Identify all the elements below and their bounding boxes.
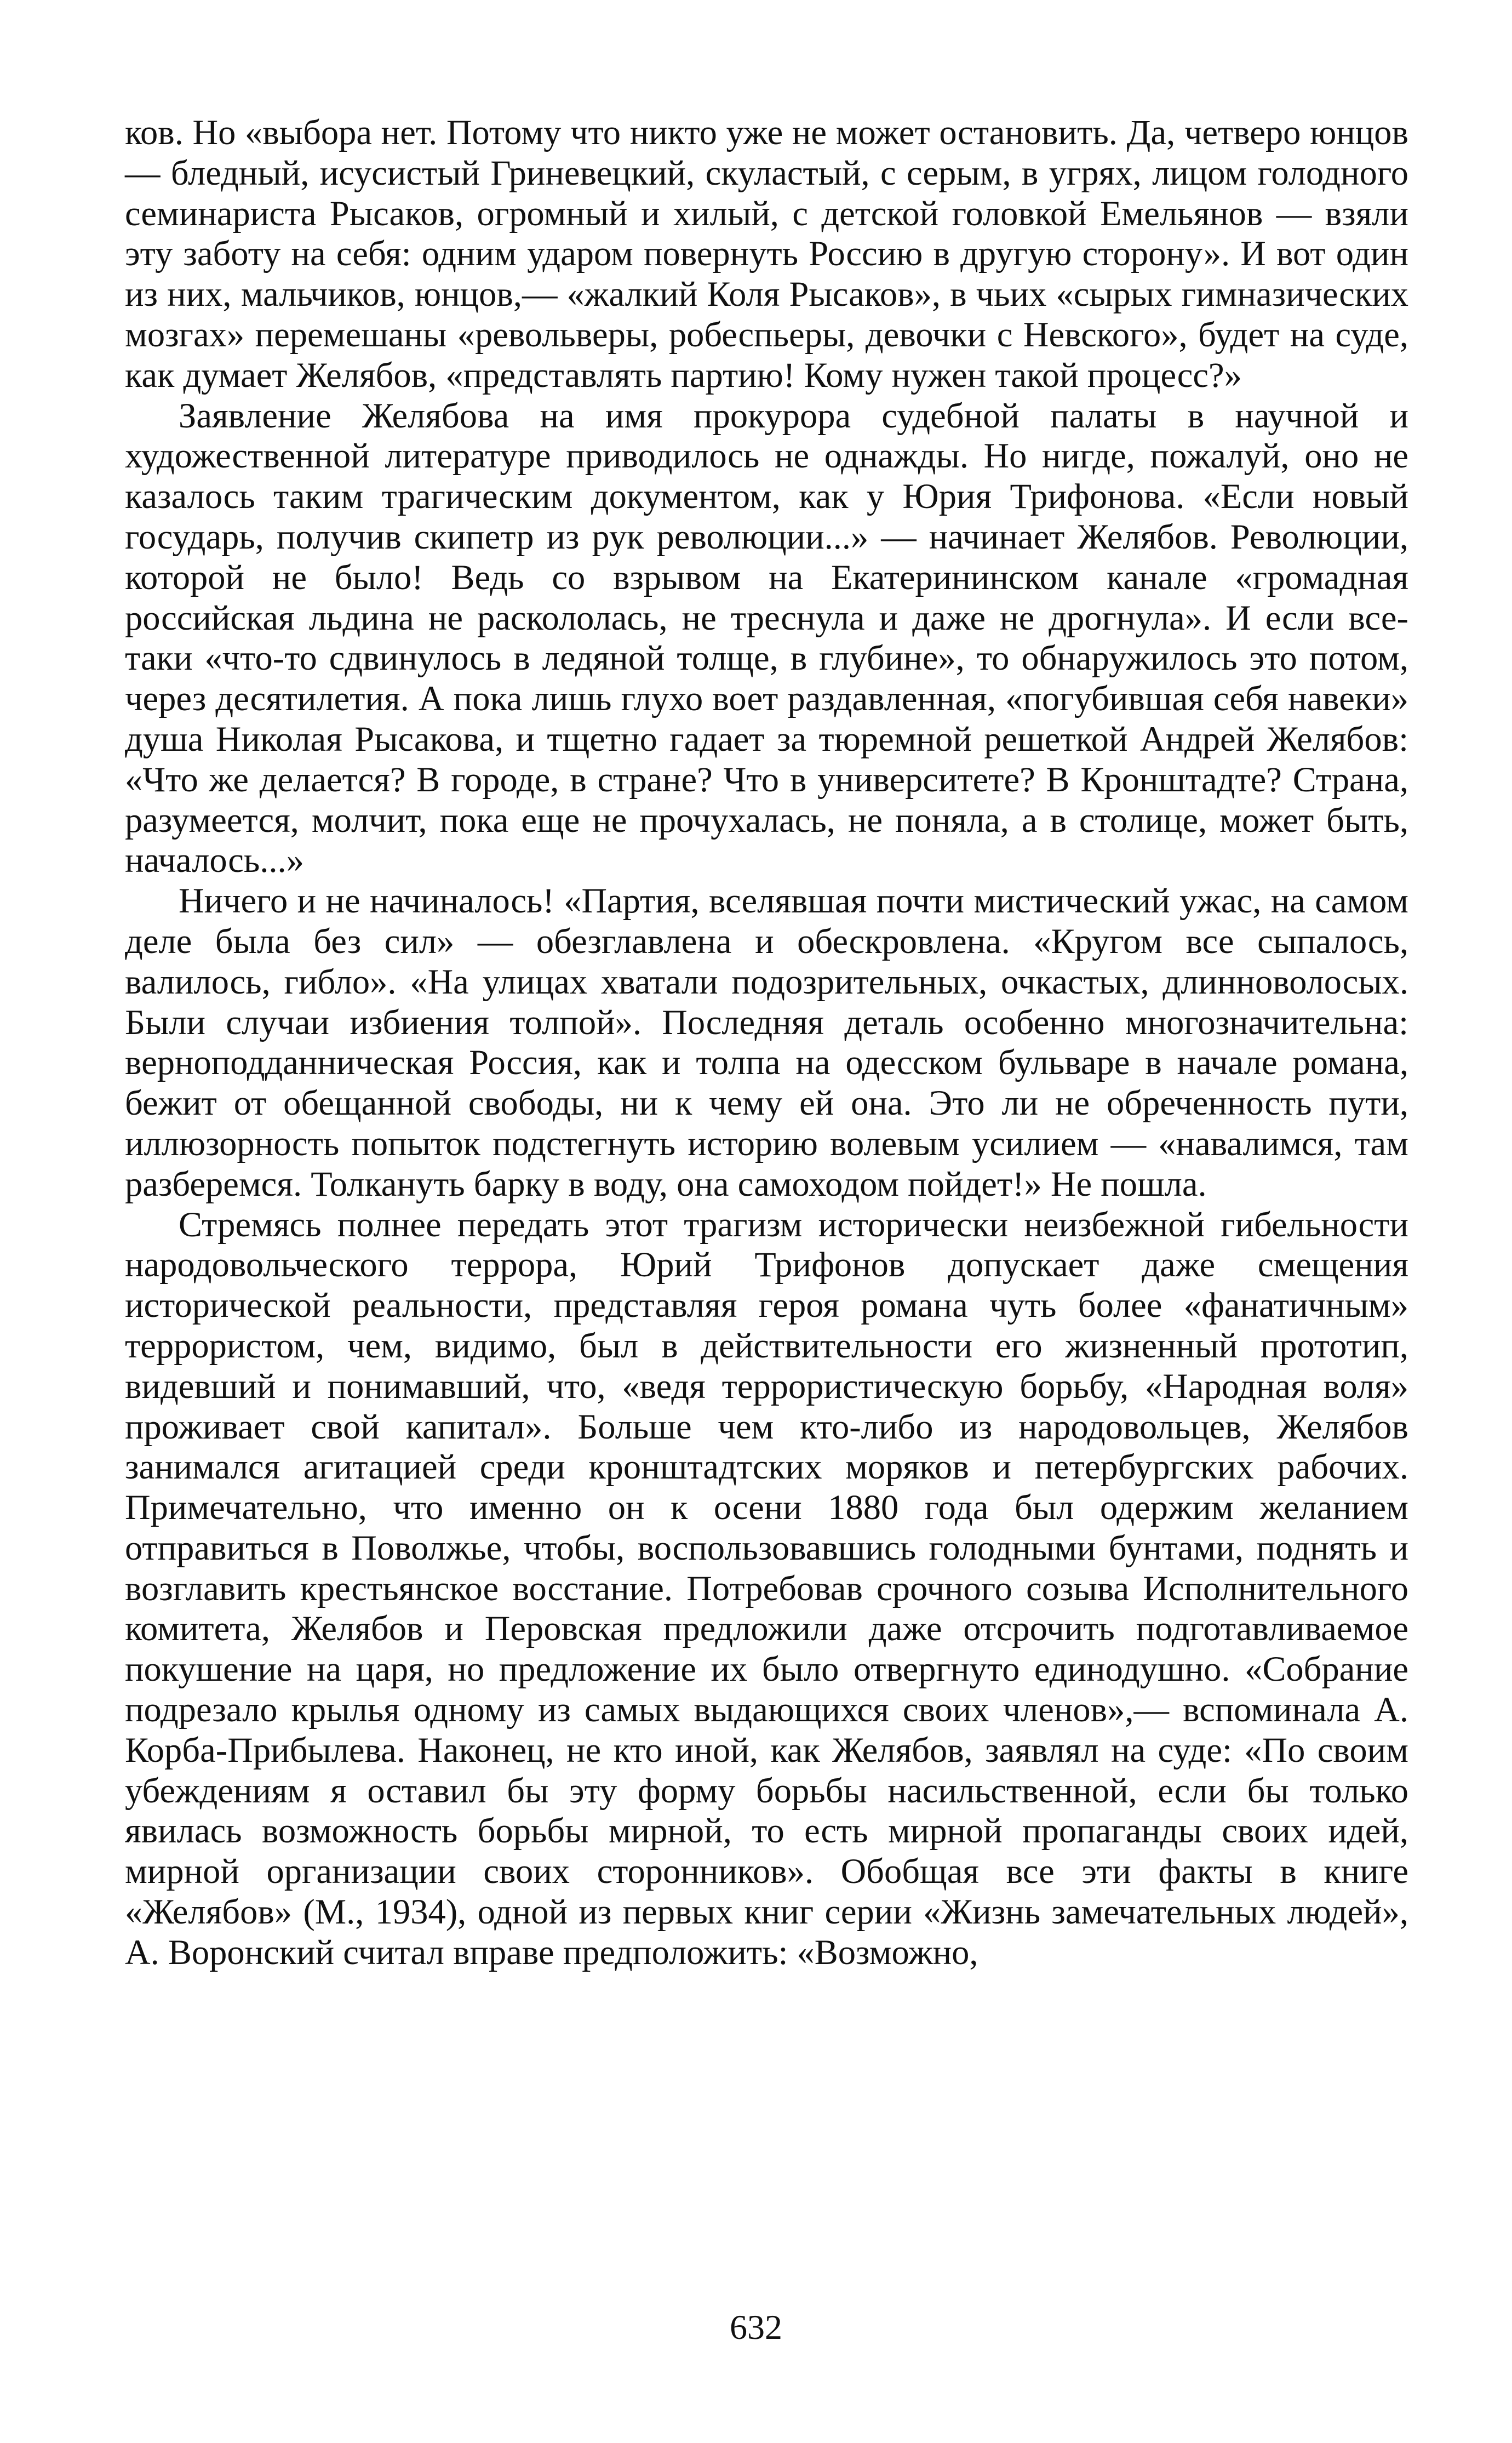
paragraph-4: Стремясь полнее передать этот трагизм исторически неизбежной гибельности народовольческого террора, Юрий Трифонов допускает даже смещения исторической реальности, представляя героя романа чуть более «фанатичным» террористом, чем, видимо, был в действительности его жизненный прототип, видевший и понимавший, что, «ведя террористическую борьбу, «Народная воля» проживает свой капитал». Больше чем кто-либо из народовольцев, Желябов занимался агитацией среди кронштадтских моряков и петербургских рабочих. Примечательно, что именно он к осени 1880 года был одержим желанием отправиться в Поволжье, чтобы, воспользовавшись голодными бунтами, поднять и возглавить крестьянское восстание. Потребовав срочного созыва Исполнительного комитета, Желябов и Перовская предложили даже отсрочить подготавливаемое покушение на царя, но предложение их было отвергнуто единодушно. «Собрание подрезало крылья одному из самых выдающихся своих членов»,— вспоминала А. Корба-Прибылева. Наконец, не кто иной, как Желябов, заявлял на суде: «По своим убеждениям я оставил бы эту форму борьбы насильственной, если бы только явилась возможность борьбы мирной, то есть мирной пропаганды своих идей, мирной организации своих сторонников». Обобщая все эти факты в книге «Желябов» (М., 1934), одной из первых книг серии «Жизнь замечательных людей», А. Воронский считал вправе предположить: «Возможно, xyxy=(125,1205,1408,1972)
page-body xyxy=(125,112,1408,1973)
paragraph-1: ков. Но «выбора нет. Потому что никто уже не может остановить. Да, четверо юнцов — бледный, исусистый Гриневецкий, скуластый, с серым, в угрях, лицом голодного семинариста Рысаков, огромный и хилый, с детской головкой Емельянов — взяли эту заботу на себя: одним ударом повернуть Россию в другую сторону». И вот один из них, мальчиков, юнцов,— «жалкий Коля Рысаков», в чьих «сырых гимназических мозгах» перемешаны «револьверы, робеспьеры, девочки с Невского», будет на суде, как думает Желябов, «представлять партию! Кому нужен такой процесс?» xyxy=(125,113,1408,395)
paragraph-2: Заявление Желябова на имя прокурора судебной палаты в научной и художественной литературе приводилось не однажды. Но нигде, пожалуй, оно не казалось таким трагическим документом, как у Юрия Трифонова. «Если новый государь, получив скипетр из рук революции...» — начинает Желябов. Революции, которой не было! Ведь со взрывом на Екатерининском канале «громадная российская льдина не раскололась, не треснула и даже не дрогнула». И если все-таки «что-то сдвинулось в ледяной толще, в глубине», то обнаружилось это потом, через десятилетия. А пока лишь глухо воет раздавленная, «погубившая себя навеки» душа Николая Рысакова, и тщетно гадает за тюремной решеткой Андрей Желябов: «Что же делается? В городе, в стране? Что в университете? В Кронштадте? Страна, разумеется, молчит, пока еще не прочухалась, не поняла, а в столице, может быть, началось...» xyxy=(125,396,1408,880)
page-number: 632 xyxy=(730,2308,782,2347)
paragraph-3: Ничего и не начиналось! «Партия, вселявшая почти мистический ужас, на самом деле была без сил» — обезглавлена и обескровлена. «Кругом все сыпалось, валилось, гибло». «На улицах хватали подозрительных, очкастых, длинноволосых. Были случаи избиения толпой». Последняя деталь особенно многозначительна: верноподданническая Россия, как и толпа на одесском бульваре в начале романа, бежит от обещанной свободы, ни к чему ей она. Это ли не обреченность пути, иллюзорность попыток подстегнуть историю волевым усилием — «навалимся, там разберемся. Толкануть барку в воду, она самоходом пойдет!» Не пошла. xyxy=(125,881,1408,1203)
